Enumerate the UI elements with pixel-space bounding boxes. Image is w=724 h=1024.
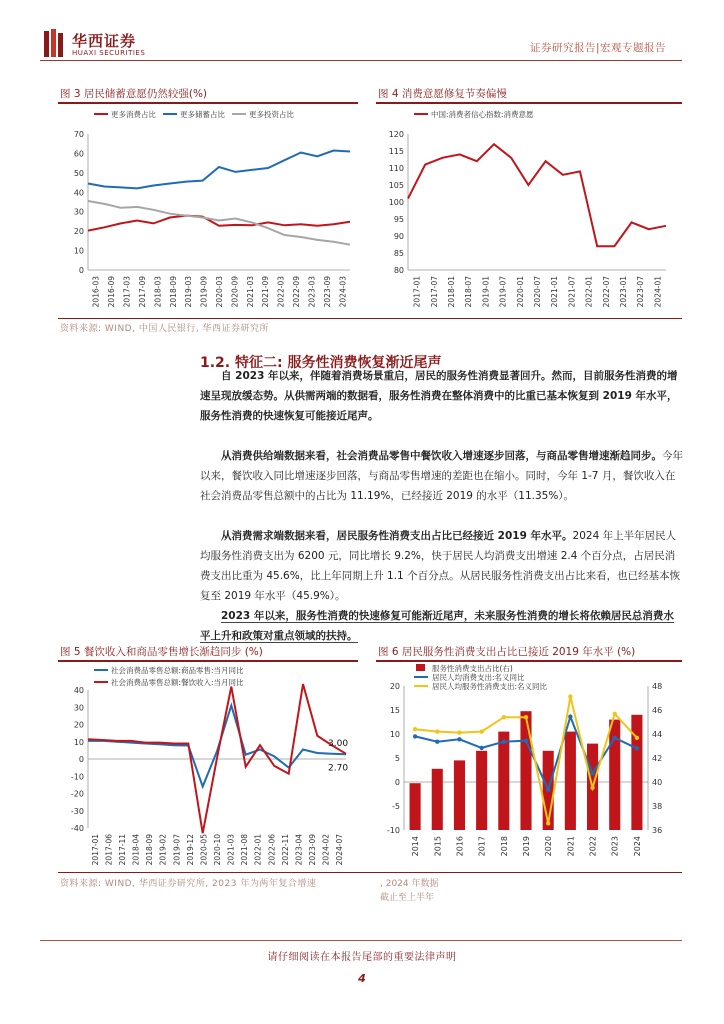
- fig5-ytick: -20: [70, 789, 84, 799]
- fig3-xtick: 2019-09: [199, 276, 209, 308]
- page-number: 4: [358, 972, 366, 985]
- fig3-xtick: 2017-03: [122, 276, 132, 308]
- fig4-xtick: 2018-01: [447, 276, 456, 308]
- fig3-xtick: 2020-09: [230, 276, 240, 308]
- fig3-ytick: 40: [73, 188, 84, 198]
- fig6-point: [524, 739, 528, 743]
- fig5-legend-label: 社会消费品零售总额:商品零售:当月同比: [111, 666, 244, 675]
- fig4-ytick: 95: [393, 215, 404, 224]
- fig5-ytick: 20: [73, 720, 84, 730]
- fig6-point: [590, 771, 594, 775]
- paragraph-4: [200, 606, 684, 646]
- fig6-note-2: 截止至上半年: [380, 893, 435, 903]
- fig4-ytick: 90: [393, 232, 404, 241]
- fig4-xtick: 2021-01: [550, 276, 560, 308]
- fig3-series-line-1: [88, 151, 350, 189]
- fig3-xtick: 2023-09: [322, 276, 332, 308]
- fig4-xtick: 2023-01: [619, 276, 628, 308]
- fig3-ytick: 60: [73, 149, 84, 159]
- fig6-ytick-left: 0: [394, 778, 400, 787]
- fig5-xtick: 2018-04: [131, 834, 141, 866]
- fig6-point: [635, 736, 639, 740]
- fig3-legend-label: 更多消费占比: [111, 110, 156, 119]
- fig3-xtick: 2018-03: [153, 276, 163, 308]
- fig6-xtick: 2017: [477, 836, 487, 857]
- fig4-title: 图 4 消费意愿修复节奏偏慢: [378, 88, 507, 100]
- fig5-xtick: 2022-11: [280, 834, 290, 866]
- fig6-bar: [454, 760, 465, 830]
- fig6-point: [479, 729, 483, 733]
- fig3-xtick: 2022-09: [292, 276, 302, 308]
- fig5-xtick: 2017-06: [104, 834, 114, 866]
- paragraph-2: [200, 446, 684, 506]
- fig6-point: [546, 787, 550, 791]
- fig6-bar: [498, 732, 509, 830]
- fig6-point: [435, 729, 439, 733]
- fig6-note-1: , 2024 年数据: [380, 879, 439, 889]
- fig5-ytick: 40: [73, 686, 84, 695]
- fig6-point: [568, 694, 572, 698]
- fig6-xtick: 2018: [499, 836, 509, 857]
- fig6-ytick-right: 38: [652, 802, 663, 811]
- fig4-ytick: 110: [388, 164, 404, 173]
- fig6-point: [524, 715, 528, 719]
- brand-name-cn: 华西证券: [72, 32, 137, 50]
- fig4-xtick: 2019-01: [481, 276, 491, 308]
- fig4-xtick: 2017-01: [412, 276, 422, 308]
- fig6-point: [502, 739, 506, 743]
- fig3-xtick: 2020-03: [215, 276, 224, 308]
- fig6-legend-label: 居民人均消费支出:名义同比: [432, 673, 525, 682]
- fig4-xtick: 2021-07: [567, 276, 577, 308]
- fig3-xtick: 2024-03: [338, 276, 348, 308]
- fig5-series-line-1: [88, 684, 349, 833]
- fig5-xtick: 2021-08: [240, 834, 250, 866]
- fig3-ytick: 0: [78, 266, 84, 275]
- fig3-xtick: 2019-03: [184, 276, 194, 308]
- fig3-title-rule: [58, 102, 358, 104]
- source-top: 资料来源: WIND, 中国人民银行, 华西证券研究所: [60, 324, 270, 334]
- fig6-point: [568, 715, 572, 719]
- fig5-xtick: 2022-06: [267, 834, 277, 866]
- fig3-ytick: 50: [73, 168, 84, 178]
- fig3-xtick: 2023-03: [307, 276, 317, 308]
- huaxi-logo-icon: [44, 29, 64, 57]
- fig4-ytick: 105: [388, 181, 404, 190]
- fig5-annotation-1: 3.00: [328, 738, 349, 749]
- fig6-xtick: 2023: [610, 836, 620, 857]
- fig6-xtick: 2021: [566, 836, 576, 857]
- fig5-annotation-2: 2.70: [328, 763, 349, 774]
- fig6-legend-label: 服务性消费支出占比(右): [432, 664, 513, 673]
- fig5-xtick: 2019-12: [185, 834, 195, 866]
- fig5-xtick: 2017-01: [90, 834, 100, 866]
- fig4-title-rule: [376, 102, 682, 104]
- fig4-ytick: 100: [388, 198, 404, 207]
- fig6-point: [613, 712, 617, 716]
- fig-top-rule: [58, 318, 682, 319]
- fig5-xtick: 2020-10: [213, 834, 222, 866]
- fig5-ytick: 0: [78, 755, 84, 764]
- fig6-xtick: 2015: [433, 836, 443, 857]
- fig5-title: 图 5 餐饮收入和商品零售增长渐趋同步 (%): [60, 646, 263, 658]
- fig5-xtick: 2024-02: [321, 834, 331, 866]
- header-divider: [40, 60, 682, 61]
- footer-disclaimer: 请仔细阅读在本报告尾部的重要法律声明: [267, 952, 457, 963]
- fig3-ytick: 30: [73, 207, 84, 217]
- paragraph-1-text: 自 2023 年以来，伴随着消费场景重启，居民的服务性消费显著回升。然而，目前服务性消费的增速呈现放缓态势。从供需两端的数据看，服务性消费在整体消费中的比重已基本恢复到 2019 年水平，服务性消费的快速恢复可能接近尾声。: [200, 370, 678, 422]
- fig4-ytick: 80: [393, 266, 404, 275]
- fig6-xtick: 2016: [455, 836, 465, 857]
- fig6-point: [590, 786, 594, 790]
- section-title: 1.2. 特征二: 服务性消费恢复渐近尾声: [200, 355, 442, 371]
- fig6-point: [479, 746, 483, 750]
- fig3-ytick: 70: [73, 130, 84, 139]
- fig3-xtick: 2022-03: [276, 276, 286, 308]
- fig3-title: 图 3 居民储蓄意愿仍然较强(%): [60, 88, 208, 100]
- fig3-legend-label: 更多投资占比: [249, 110, 294, 119]
- paragraph-4-text: 2023 年以来，服务性消费的快速修复可能渐近尾声，未来服务性消费的增长将依赖居民总消费水平上升和政策对重点领域的扶持。: [200, 610, 674, 642]
- fig6-ytick-left: 5: [394, 754, 400, 763]
- fig5-xtick: 2021-03: [226, 834, 236, 866]
- fig6-ytick-left: 10: [389, 730, 400, 739]
- source-bottom: 资料来源: WIND, 华西证券研究所, 2023 年为两年复合增速: [60, 879, 317, 889]
- fig4-xtick: 2019-07: [498, 276, 508, 308]
- fig6-point: [546, 821, 550, 825]
- fig4-xtick: 2017-07: [429, 276, 439, 308]
- fig3-xtick: 2017-09: [137, 276, 147, 308]
- fig3-series-line-0: [88, 216, 350, 231]
- fig6-legend-label: 居民人均服务性消费支出:名义同比: [432, 682, 548, 691]
- fig6-bar: [476, 751, 487, 830]
- fig6-ytick-right: 36: [652, 826, 663, 835]
- fig6-xtick: 2024: [632, 836, 642, 857]
- fig3-ytick: 20: [73, 227, 84, 237]
- fig5-xtick: 2019-02: [158, 834, 168, 866]
- fig3-xtick: 2016-03: [91, 276, 101, 308]
- fig5-ytick: 30: [73, 703, 84, 713]
- fig5-ytick: -30: [70, 806, 84, 816]
- fig4-xtick: 2022-01: [584, 276, 594, 308]
- paragraph-3: [200, 526, 684, 606]
- fig6-point: [413, 734, 417, 738]
- fig5-series-line-0: [88, 706, 349, 787]
- fig5-xtick: 2017-11: [117, 834, 127, 866]
- fig4-chart: [376, 106, 682, 316]
- fig5-legend-label: 社会消费品零售总额:餐饮收入:当月同比: [111, 678, 244, 687]
- fig5-xtick: 2020-05: [199, 834, 209, 866]
- fig3-xtick: 2021-09: [261, 276, 271, 308]
- fig6-ytick-left: 20: [389, 682, 400, 691]
- fig6-point: [457, 737, 461, 741]
- paragraph-1: [200, 366, 684, 426]
- fig6-ytick-left: 15: [389, 706, 400, 715]
- fig5-xtick: 2022-01: [253, 834, 263, 866]
- fig4-ytick: 85: [393, 249, 404, 258]
- report-type: 证券研究报告|宏观专题报告: [529, 42, 666, 54]
- fig5-xtick: 2024-07: [335, 834, 345, 866]
- fig6-point: [435, 739, 439, 743]
- fig4-legend-label: 中国:消费者信心指数:消费意愿: [431, 110, 534, 119]
- page-header: [0, 0, 724, 62]
- fig6-xtick: 2022: [588, 836, 598, 857]
- fig4-ytick: 115: [388, 147, 404, 156]
- fig6-legend-swatch: [416, 664, 425, 671]
- fig5-xtick: 2018-09: [145, 834, 155, 866]
- fig6-bar: [432, 769, 443, 830]
- fig4-series-line-0: [408, 144, 666, 246]
- fig4-xtick: 2023-07: [636, 276, 646, 308]
- fig3-xtick: 2018-09: [168, 276, 178, 308]
- fig5-xtick: 2023-04: [294, 834, 304, 866]
- fig6-xtick: 2014: [411, 836, 421, 857]
- fig6-title: 图 6 居民服务性消费支出占比已接近 2019 年水平 (%): [378, 646, 636, 658]
- fig3-xtick: 2016-09: [107, 276, 117, 308]
- fig3-xtick: 2021-03: [245, 276, 255, 308]
- fig4-ytick: 120: [388, 130, 404, 139]
- fig6-bar: [410, 783, 421, 830]
- fig6-point: [613, 736, 617, 740]
- fig6-point: [413, 727, 417, 731]
- fig5-ytick: 10: [73, 737, 84, 747]
- brand-name-en: HUAXI SECURITIES: [72, 49, 146, 57]
- fig5-ytick: -10: [70, 772, 84, 782]
- fig6-xtick: 2019: [522, 836, 531, 857]
- fig5-xtick: 2019-07: [172, 834, 182, 866]
- fig6-point: [502, 715, 506, 719]
- fig6-ytick-left: -5: [392, 802, 400, 811]
- paragraph-2-body: 今年以来，餐饮收入同比增速逐步回落，与商品零售增速的差距也在缩小。同时，今年 1-7 月，餐饮收入在社会消费品零售总额中的占比为 11.19%，已经接近 2019 的水平（11.35%）。: [200, 450, 683, 502]
- fig6-ytick-right: 44: [652, 730, 663, 739]
- fig6-ytick-right: 42: [652, 754, 663, 763]
- fig6-ytick-right: 40: [652, 778, 663, 787]
- fig6-point: [457, 730, 461, 734]
- fig-bottom-rule: [58, 872, 682, 873]
- fig4-xtick: 2018-07: [464, 276, 474, 308]
- footer-divider: [40, 940, 682, 941]
- fig6-point: [635, 746, 639, 750]
- fig6-ytick-right: 46: [652, 706, 663, 715]
- fig3-legend-label: 更多储蓄占比: [180, 110, 225, 119]
- fig6-ytick-right: 48: [652, 682, 663, 691]
- paragraph-3-body: 2024 年上半年居民人均服务性消费支出为 6200 元，同比增长 9.2%，快于居民人均消费支出增速 2.4 个百分点，占居民消费支出比重为 45.6%，比上年同期上升 1.1 个百分点。从居民服务性消费支出占比来看，也已经基本恢复至 2019 年水平（45.9%）。: [200, 530, 681, 602]
- fig4-xtick: 2024-01: [653, 276, 663, 308]
- fig6-xtick: 2020: [544, 836, 554, 857]
- fig3-chart: [58, 106, 358, 316]
- fig5-xtick: 2023-09: [308, 834, 318, 866]
- fig6-bar: [565, 732, 576, 830]
- fig4-xtick: 2020-07: [533, 276, 542, 308]
- fig6-bar: [520, 711, 531, 830]
- paragraph-3-lead: 从消费需求端数据来看，居民服务性消费支出占比已经接近 2019 年水平。: [221, 530, 573, 542]
- fig6-bar: [631, 715, 642, 830]
- fig6-chart: [376, 662, 682, 872]
- fig4-xtick: 2022-07: [601, 276, 611, 308]
- fig5-chart: [58, 662, 358, 872]
- fig6-ytick-left: -10: [386, 826, 400, 835]
- fig3-ytick: 10: [73, 246, 84, 256]
- fig5-ytick: -40: [70, 824, 84, 833]
- paragraph-2-lead: 从消费供给端数据来看，社会消费品零售中餐饮收入增速逐步回落，与商品零售增速渐趋同步。: [221, 450, 662, 462]
- fig4-xtick: 2020-01: [515, 276, 525, 308]
